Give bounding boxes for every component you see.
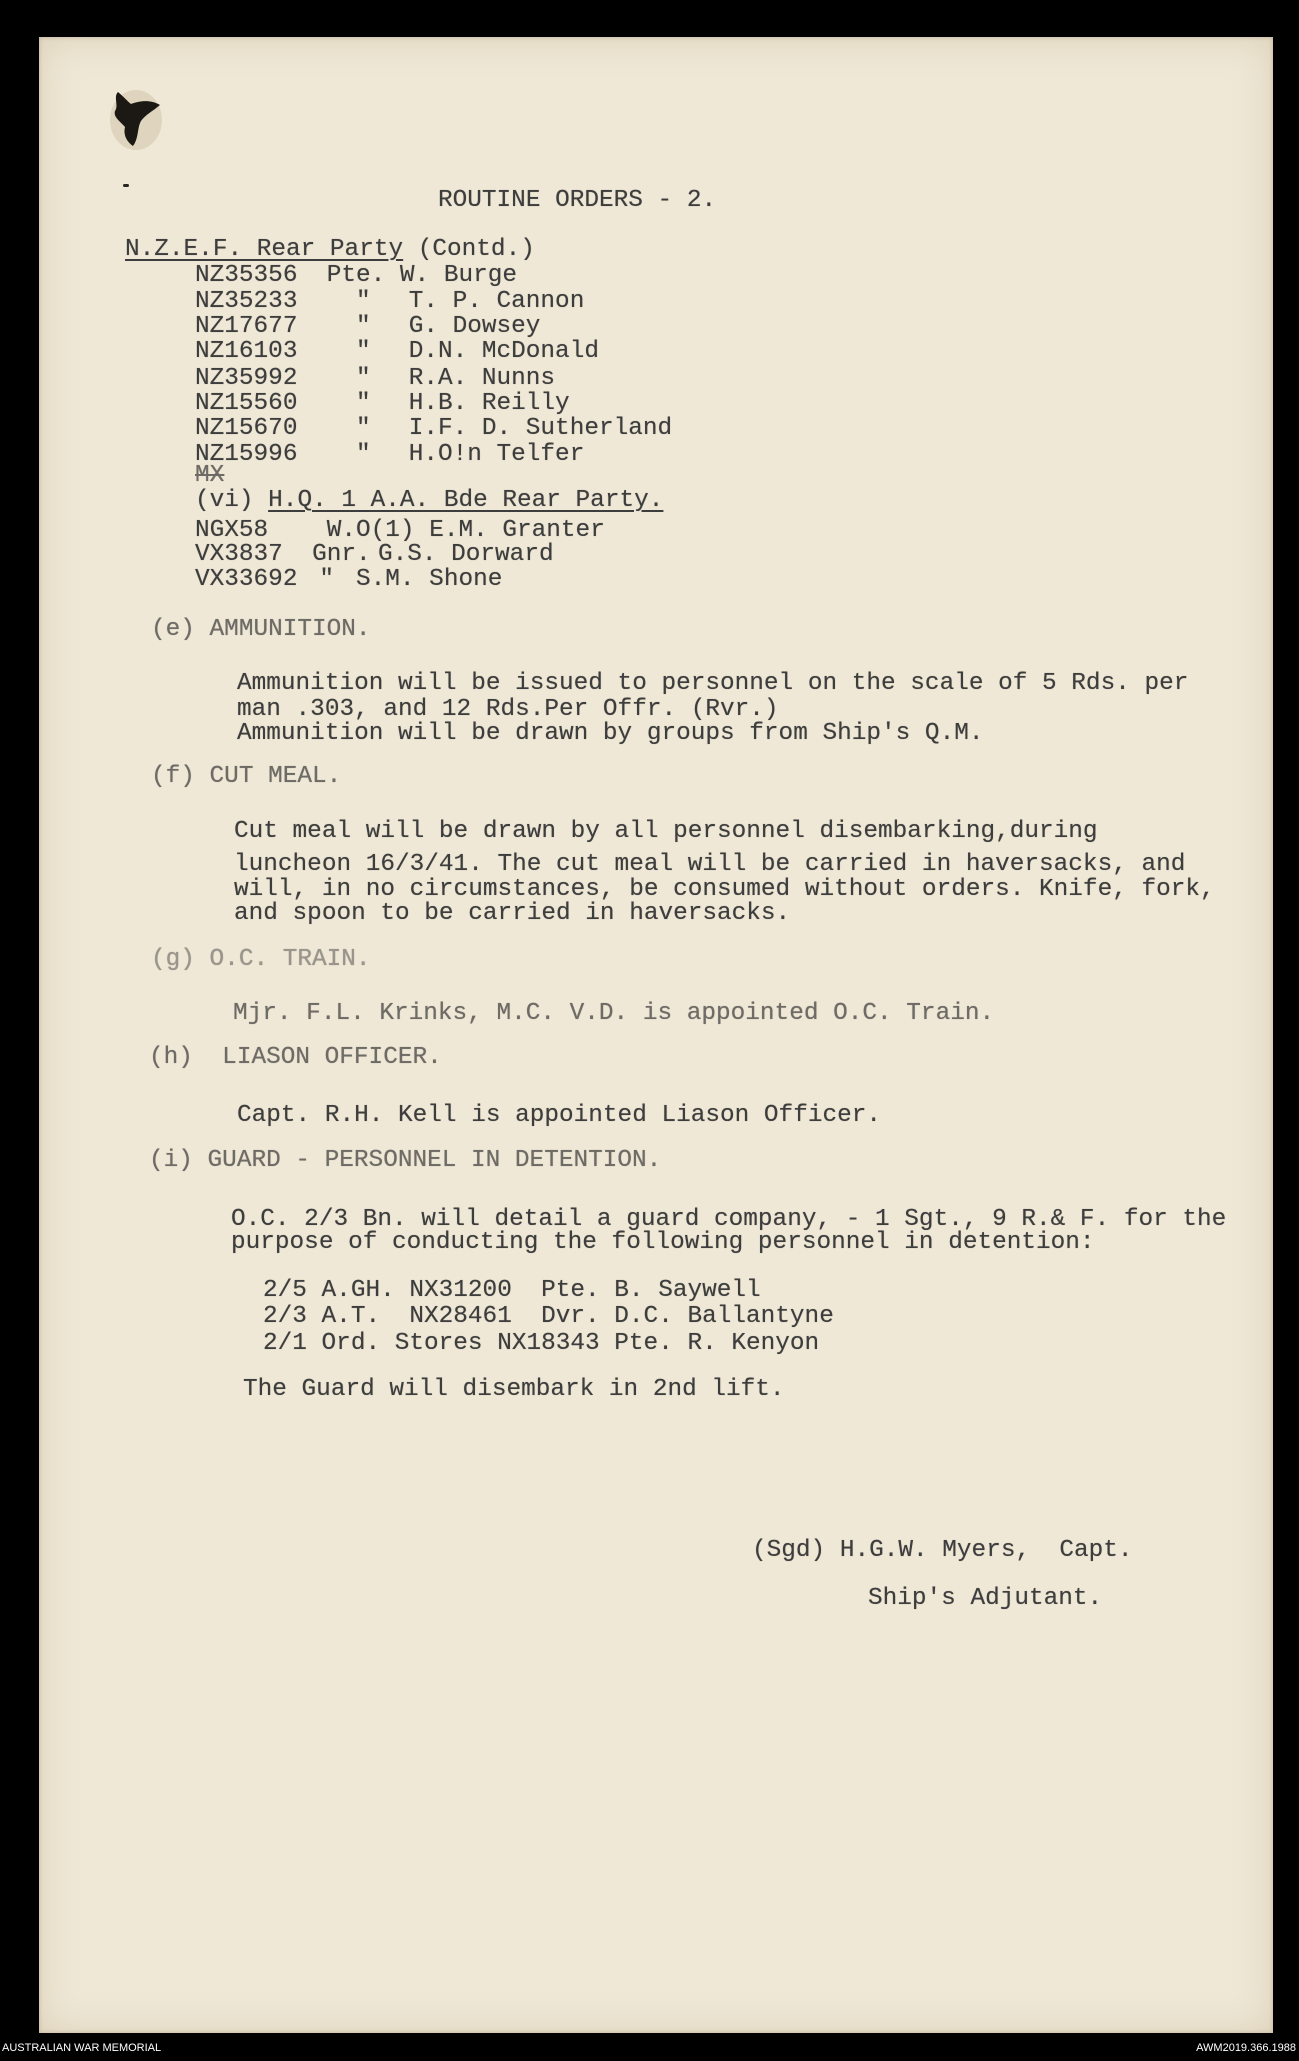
- service-number: NZ35233: [195, 288, 298, 315]
- paragraph-line: Ammunition will be issued to personnel on the scale of 5 Rds. per: [237, 670, 1189, 697]
- section-heading: (f) CUT MEAL.: [151, 763, 342, 790]
- struck-text-value: MX: [195, 462, 225, 489]
- rank: Pte.: [326, 262, 386, 289]
- signatory-title: Ship's Adjutant.: [868, 1585, 1103, 1612]
- rank: ": [356, 441, 371, 468]
- detainee-line: 2/3 A.T. NX28461 Dvr. D.C. Ballantyne: [263, 1303, 834, 1330]
- closing-line: The Guard will disembark in 2nd lift.: [243, 1376, 785, 1403]
- hq-heading-text: H.Q. 1 A.A. Bde Rear Party.: [268, 487, 664, 514]
- section-label: (vi): [195, 487, 254, 514]
- roster-row: [195, 288, 955, 316]
- soldier-name: G.S. Dorward: [377, 541, 554, 568]
- paragraph-line: will, in no circumstances, be consumed without orders. Knife, fork,: [234, 876, 1215, 903]
- paragraph-line: Capt. R.H. Kell is appointed Liason Officer.: [237, 1102, 882, 1129]
- soldier-name: E.M. Granter: [429, 517, 605, 544]
- section-heading: (i) GUARD - PERSONNEL IN DETENTION.: [149, 1147, 662, 1174]
- paragraph-line: Mjr. F.L. Krinks, M.C. V.D. is appointed O.C. Train.: [233, 1000, 995, 1027]
- roster-row: [195, 415, 955, 443]
- service-number: NGX58: [195, 517, 269, 544]
- section-heading: (g) O.C. TRAIN.: [151, 946, 371, 973]
- document-title: ROUTINE ORDERS - 2.: [438, 187, 717, 214]
- rank: W.O(1): [326, 517, 415, 544]
- struck-text: [195, 462, 224, 490]
- soldier-name: D.N. McDonald: [408, 338, 599, 365]
- paragraph-line: O.C. 2/3 Bn. will detail a guard company, - 1 Sgt., 9 R.& F. for the: [231, 1206, 1227, 1233]
- roster-row: [195, 313, 955, 341]
- roster-row: [195, 390, 955, 418]
- soldier-name: G. Dowsey: [408, 313, 541, 340]
- signature-line: (Sgd) H.G.W. Myers, Capt.: [752, 1537, 1133, 1564]
- service-number: NZ15670: [195, 415, 298, 442]
- nzef-heading-text: N.Z.E.F. Rear Party: [125, 236, 404, 263]
- paragraph-line: man .303, and 12 Rds.Per Offr. (Rvr.): [237, 696, 779, 723]
- roster-row: [195, 541, 955, 569]
- roster-row: [195, 338, 955, 366]
- detainee-line: 2/5 A.GH. NX31200 Pte. B. Saywell: [263, 1277, 761, 1304]
- service-number: NZ35356: [195, 262, 298, 289]
- rank: ": [356, 338, 371, 365]
- footer-accession-number: AWM2019.366.1988: [1196, 2042, 1296, 2054]
- service-number: NZ15560: [195, 390, 298, 417]
- paragraph-line: Cut meal will be drawn by all personnel disembarking,during: [234, 818, 1098, 845]
- soldier-name: R.A. Nunns: [408, 365, 556, 392]
- soldier-name: H.O!n Telfer: [408, 441, 585, 468]
- detainee-line: 2/1 Ord. Stores NX18343 Pte. R. Kenyon: [263, 1330, 820, 1357]
- paragraph-line: luncheon 16/3/41. The cut meal will be carried in haversacks, and: [234, 851, 1186, 878]
- soldier-name: T. P. Cannon: [408, 288, 585, 315]
- service-number: VX3837: [195, 541, 283, 568]
- rank: ": [356, 415, 371, 442]
- hq-heading: [195, 487, 955, 515]
- rank: ": [356, 390, 371, 417]
- rank: ": [356, 288, 371, 315]
- roster-row: [195, 566, 955, 594]
- soldier-name: S.M. Shone: [356, 566, 503, 593]
- nzef-heading: [125, 236, 535, 264]
- section-heading: (e) AMMUNITION.: [151, 616, 371, 643]
- soldier-name: W. Burge: [399, 262, 518, 289]
- service-number: NZ35992: [195, 365, 298, 392]
- footer-institution: AUSTRALIAN WAR MEMORIAL: [2, 2042, 162, 2054]
- soldier-name: H.B. Reilly: [408, 390, 570, 417]
- roster-row: [195, 441, 955, 469]
- soldier-name: I.F. D. Sutherland: [408, 415, 673, 442]
- paragraph-line: Ammunition will be drawn by groups from Ship's Q.M.: [237, 720, 984, 747]
- rank: ": [356, 365, 371, 392]
- service-number: NZ15996: [195, 441, 298, 468]
- rank: Gnr.: [312, 541, 371, 568]
- service-number: NZ16103: [195, 338, 298, 365]
- paragraph-line: and spoon to be carried in haversacks.: [234, 900, 791, 927]
- section-heading: (h) LIASON OFFICER.: [149, 1044, 442, 1071]
- roster-row: [195, 262, 955, 290]
- rank: ": [319, 566, 335, 593]
- paragraph-line: purpose of conducting the following personnel in detention:: [231, 1229, 1095, 1256]
- rank: ": [356, 313, 371, 340]
- service-number: NZ17677: [195, 313, 298, 340]
- service-number: VX33692: [195, 566, 298, 593]
- continued-note: (Contd.): [417, 236, 535, 263]
- roster-row: [195, 365, 955, 393]
